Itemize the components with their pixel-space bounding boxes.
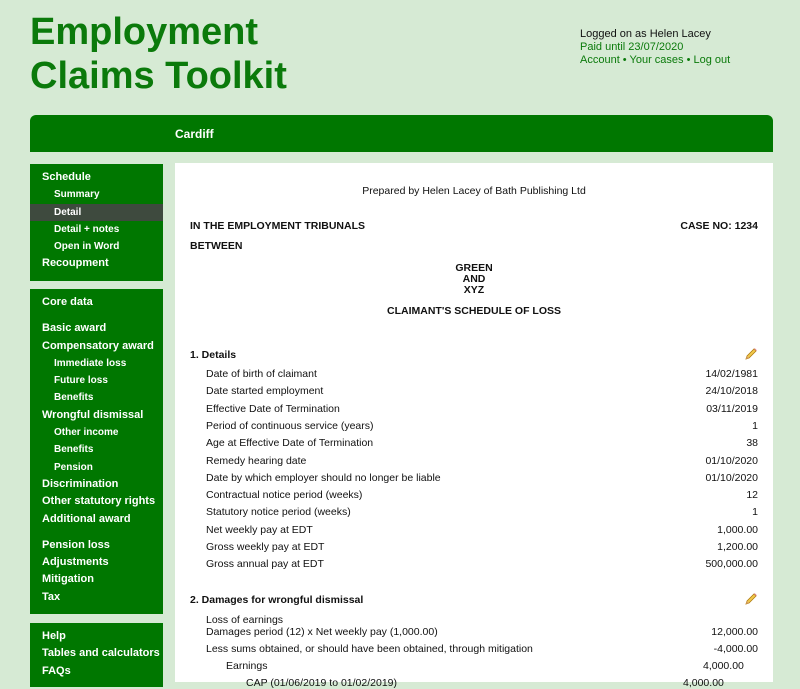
party-claimant: GREEN <box>455 262 493 274</box>
case-title: Cardiff <box>175 127 214 141</box>
schedule-nav <box>30 164 163 281</box>
detail-value: 24/10/2018 <box>705 385 758 398</box>
nav-pension-loss[interactable]: Pension loss <box>42 538 110 551</box>
nav-basic-award[interactable]: Basic award <box>42 322 107 335</box>
nav-faqs[interactable]: FAQs <box>42 664 71 677</box>
damages-value: 12,000.00 <box>711 626 758 638</box>
detail-value: 03/11/2019 <box>706 402 758 415</box>
detail-label: Effective Date of Termination <box>206 402 340 415</box>
detail-value: 38 <box>746 437 758 450</box>
link-separator: • <box>619 54 630 66</box>
logo-line-1: Employment <box>30 11 259 53</box>
nav-discrimination[interactable]: Discrimination <box>42 477 119 490</box>
paid-until-text: Paid until 23/07/2020 <box>580 41 684 53</box>
detail-row <box>206 558 758 575</box>
detail-value: 01/10/2020 <box>705 454 758 467</box>
nav-pension[interactable]: Pension <box>54 461 93 473</box>
detail-value: 14/02/1981 <box>705 368 758 380</box>
detail-label: Gross annual pay at EDT <box>206 558 324 571</box>
claims-nav <box>30 289 163 614</box>
nav-future-loss[interactable]: Future loss <box>54 375 108 387</box>
detail-label: Contractual notice period (weeks) <box>206 489 363 502</box>
detail-value: 12 <box>746 489 758 502</box>
earnings-label: Earnings <box>226 660 268 672</box>
nav-benefits[interactable]: Benefits <box>54 392 94 404</box>
logout-link[interactable]: Log out <box>693 54 731 66</box>
party-respondent: XYZ <box>463 284 485 296</box>
detail-label: Date by which employer should no longer be liable <box>206 471 441 484</box>
nav-adjustments[interactable]: Adjustments <box>42 556 109 569</box>
edit-pencil-icon[interactable] <box>744 347 758 361</box>
detail-value: 1 <box>752 506 758 519</box>
schedule-title: CLAIMANT'S SCHEDULE OF LOSS <box>387 305 561 317</box>
damages-label: Damages period (12) x Net weekly pay (1,000.00) <box>206 626 438 638</box>
less-sums-value: -4,000.00 <box>713 643 758 655</box>
detail-row <box>206 368 758 385</box>
nav-help[interactable]: Help <box>42 630 66 642</box>
nav-detail-notes[interactable]: Detail + notes <box>54 223 120 235</box>
earnings-value: 4,000.00 <box>703 660 744 672</box>
detail-value: 01/10/2020 <box>705 471 758 484</box>
nav-other-statutory-rights[interactable]: Other statutory rights <box>42 495 156 508</box>
detail-row <box>206 489 758 506</box>
detail-label: Date of birth of claimant <box>206 368 317 380</box>
less-sums-row <box>206 643 758 660</box>
account-links <box>580 54 730 67</box>
damages-row <box>206 626 758 643</box>
nav-compensatory-award[interactable]: Compensatory award <box>42 339 154 352</box>
prepared-by: Prepared by Helen Lacey of Bath Publishing Ltd <box>362 185 586 197</box>
schedule-document <box>175 163 773 689</box>
nav-summary[interactable]: Summary <box>54 189 100 201</box>
case-banner <box>30 115 773 152</box>
logo-line-2: Claims Toolkit <box>30 55 287 97</box>
detail-value: 1 <box>752 419 758 432</box>
nav-schedule[interactable]: Schedule <box>42 171 91 183</box>
user-info <box>580 28 730 67</box>
edit-pencil-icon[interactable] <box>744 592 758 606</box>
partial-row-value: 4,000.00 <box>683 677 724 689</box>
detail-value: 1,200.00 <box>717 541 758 553</box>
detail-label: Date started employment <box>206 385 324 398</box>
between-label: BETWEEN <box>190 240 243 252</box>
tribunal-heading: IN THE EMPLOYMENT TRIBUNALS <box>190 220 365 232</box>
detail-row <box>206 455 758 472</box>
detail-row <box>206 385 758 402</box>
help-nav <box>30 623 163 687</box>
nav-recoupment[interactable]: Recoupment <box>42 257 109 270</box>
section-details-title: 1. Details <box>190 349 237 361</box>
detail-label: Net weekly pay at EDT <box>206 523 313 536</box>
detail-label: Statutory notice period (weeks) <box>206 506 351 519</box>
detail-label: Gross weekly pay at EDT <box>206 541 325 553</box>
link-separator: • <box>683 54 694 66</box>
section-wrongful-dismissal-title: 2. Damages for wrongful dismissal <box>190 594 364 606</box>
detail-value: 1,000.00 <box>717 523 758 536</box>
partial-row-label: CAP (01/06/2019 to 01/02/2019) <box>246 677 398 689</box>
nav-open-in-word[interactable]: Open in Word <box>54 241 120 253</box>
detail-label: Age at Effective Date of Termination <box>206 437 374 450</box>
nav-mitigation[interactable]: Mitigation <box>42 573 94 586</box>
detail-row <box>206 437 758 454</box>
account-link[interactable]: Account <box>580 54 620 66</box>
your-cases-link[interactable]: Your cases <box>629 54 684 66</box>
detail-row <box>206 403 758 420</box>
nav-tables-calculators[interactable]: Tables and calculators <box>42 647 160 660</box>
logo <box>30 10 287 98</box>
nav-immediate-loss[interactable]: Immediate loss <box>54 357 127 369</box>
detail-row <box>206 420 758 437</box>
detail-row <box>206 541 758 558</box>
detail-label: Remedy hearing date <box>206 454 307 467</box>
less-sums-label: Less sums obtained, or should have been obtained, through mitigation <box>206 643 533 655</box>
detail-label: Period of continuous service (years) <box>206 419 374 432</box>
nav-core-data[interactable]: Core data <box>42 296 93 308</box>
nav-wd-benefits[interactable]: Benefits <box>54 444 94 456</box>
nav-other-income[interactable]: Other income <box>54 427 119 439</box>
nav-additional-award[interactable]: Additional award <box>42 512 131 525</box>
detail-row <box>206 524 758 541</box>
nav-wrongful-dismissal[interactable]: Wrongful dismissal <box>42 408 144 421</box>
loss-of-earnings-label: Loss of earnings <box>206 614 284 626</box>
logged-on-text: Logged on as Helen Lacey <box>580 28 711 40</box>
detail-row <box>206 506 758 523</box>
case-number: CASE NO: 1234 <box>680 220 758 232</box>
nav-tax[interactable]: Tax <box>42 590 61 603</box>
nav-detail[interactable]: Detail <box>30 204 163 221</box>
detail-value: 500,000.00 <box>705 558 758 571</box>
detail-row <box>206 472 758 489</box>
party-and: AND <box>462 273 486 285</box>
